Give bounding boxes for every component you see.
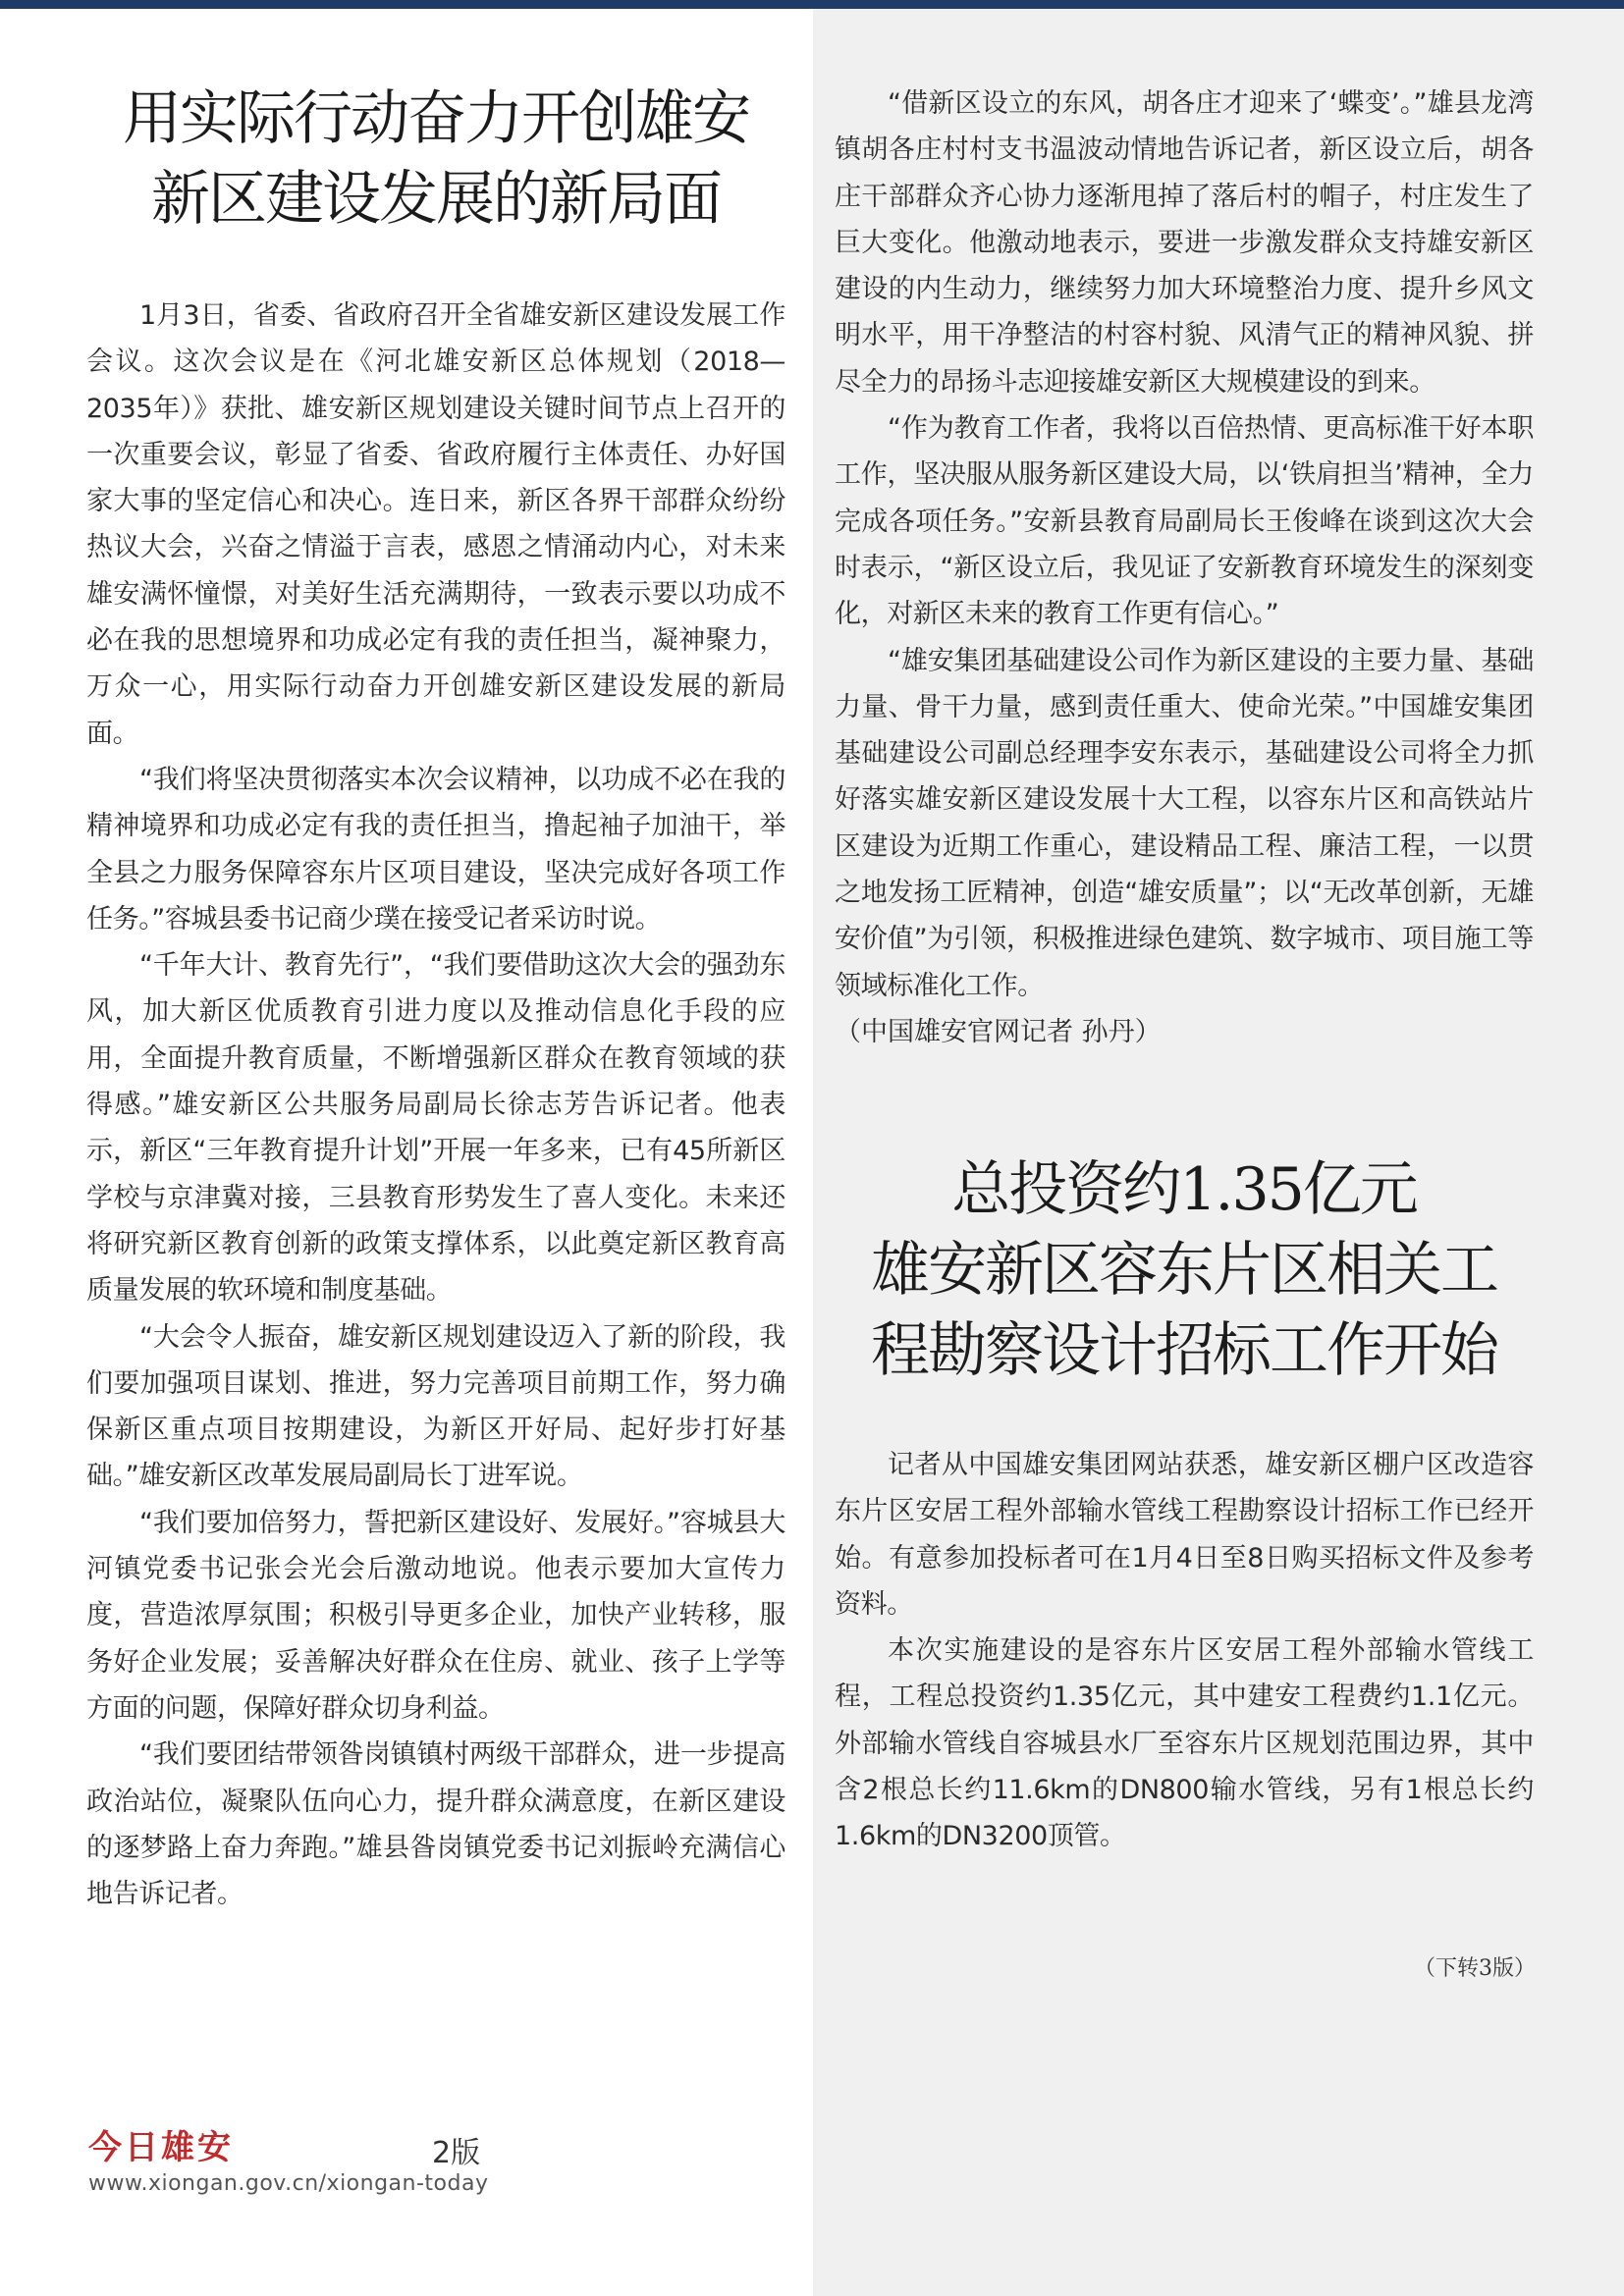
right-title-line-1: 总投资约1.35亿元 — [951, 1154, 1417, 1224]
continued-on-page-3: （下转3版） — [1414, 1956, 1536, 1981]
left-paragraph-5: “我们要加倍努力，誓把新区建设好、发展好。”容城县大河镇党委书记张会光会后激动地说。他表示要加大宣传力度，营造浓厚氛围；积极引导更多企业，加快产业转移，服务好企业发展；妥善解决好群众在住房、就业、孩子上学等方面的问题，保障好群众切身利益。 — [86, 1507, 785, 1724]
right-paragraph-3: “雄安集团基础建设公司作为新区建设的主要力量、基础力量、骨干力量，感到责任重大、使命光荣。”中国雄安集团基础建设公司副总经理李安东表示，基础建设公司将全力抓好落实雄安新区建设发展十大工程，以容东片区和高铁站片区建设为近期工作重心，建设精品工程、廉洁工程，一以贯之地发扬工匠精神，创造“雄安质量”；以“无改革创新，无雄安价值”为引领，积极推进绿色建筑、数字城市、项目施工等领域标准化工作。 — [835, 645, 1534, 1001]
left-title-line-1: 用实际行动奋力开创雄安 — [123, 84, 749, 153]
right-paragraph-1: “借新区设立的东风，胡各庄才迎来了‘蝶变’。”雄县龙湾镇胡各庄村村支书温波动情地告诉记者，新区设立后，胡各庄干部群众齐心协力逐渐甩掉了落后村的帽子，村庄发生了巨大变化。他激动地表示，要进一步激发群众支持雄安新区建设的内生动力，继续努力加大环境整治力度、提升乡风文明水平，用干净整洁的村容村貌、风清气正的精神风貌、拼尽全力的昂扬斗志迎接雄安新区大规模建设的到来。 — [835, 88, 1534, 398]
right-paragraph-2: “作为教育工作者，我将以百倍热情、更高标准干好本职工作，坚决服从服务新区建设大局，以‘铁肩担当’精神，全力完成各项任务。”安新县教育局副局长王俊峰在谈到这次大会时表示，“新区设立后，我见证了安新教育环境发生的深刻变化，对新区未来的教育工作更有信心。” — [835, 413, 1534, 630]
right-title-line-2: 雄安新区容东片区相关工 — [871, 1235, 1497, 1305]
site-url: www.xiongan.gov.cn/xiongan-today — [88, 2171, 489, 2196]
left-article-title — [86, 79, 785, 240]
top-accent-bar — [0, 0, 1624, 9]
left-column — [86, 79, 785, 1917]
right-title-line-3: 程勘察设计招标工作开始 — [871, 1315, 1497, 1385]
right-article-title — [835, 1149, 1534, 1391]
left-paragraph-6: “我们要团结带领昝岗镇镇村两级干部群众，进一步提高政治站位，凝聚队伍向心力，提升群众满意度，在新区建设的逐梦路上奋力奔跑。”雄县昝岗镇党委书记刘振岭充满信心地告诉记者。 — [86, 1739, 785, 1910]
right-column — [835, 80, 1534, 1860]
reporter-byline: （中国雄安官网记者 孙丹） — [835, 1016, 1162, 1047]
left-title-line-2: 新区建设发展的新局面 — [151, 165, 721, 234]
right-article-paragraph-2: 本次实施建设的是容东片区安居工程外部输水管线工程，工程总投资约1.35亿元，其中建安工程费约1.1亿元。外部输水管线自容城县水厂至容东片区规划范围边界，其中含2根总长约11.6km的DN800输水管线，另有1根总长约1.6km的DN3200顶管。 — [835, 1635, 1534, 1852]
left-paragraph-2: “我们将坚决贯彻落实本次会议精神，以功成不必在我的精神境界和功成必定有我的责任担当，撸起袖子加油干，举全县之力服务保障容东片区项目建设，坚决完成好各项工作任务。”容城县委书记商少璞在接受记者采访时说。 — [86, 764, 785, 934]
left-paragraph-3: “千年大计、教育先行”，“我们要借助这次大会的强劲东风，加大新区优质教育引进力度以及推动信息化手段的应用，全面提升教育质量，不断增强新区群众在教育领域的获得感。”雄安新区公共服务局副局长徐志芳告诉记者。他表示，新区“三年教育提升计划”开展一年多来，已有45所新区学校与京津冀对接，三县教育形势发生了喜人变化。未来还将研究新区教育创新的政策支撑体系，以此奠定新区教育高质量发展的软环境和制度基础。 — [86, 950, 785, 1307]
page-number: 2版 — [432, 2136, 481, 2170]
left-paragraph-4: “大会令人振奋，雄安新区规划建设迈入了新的阶段，我们要加强项目谋划、推进，努力完善项目前期工作，努力确保新区重点项目按期建设，为新区开好局、起好步打好基础。”雄安新区改革发展局副局长丁进军说。 — [86, 1321, 785, 1492]
right-article-paragraph-1: 记者从中国雄安集团网站获悉，雄安新区棚户区改造容东片区安居工程外部输水管线工程勘察设计招标工作已经开始。有意参加投标者可在1月4日至8日购买招标文件及参考资料。 — [835, 1449, 1534, 1620]
left-paragraph-1: 1月3日，省委、省政府召开全省雄安新区建设发展工作会议。这次会议是在《河北雄安新区总体规划（2018—2035年）》获批、雄安新区规划建设关键时间节点上召开的一次重要会议，彰显了省委、省政府履行主体责任、办好国家大事的坚定信心和决心。连日来，新区各界干部群众纷纷热议大会，兴奋之情溢于言表，感恩之情涌动内心，对未来雄安满怀憧憬，对美好生活充满期待，一致表示要以功成不必在我的思想境界和功成必定有我的责任担当，凝神聚力，万众一心，用实际行动奋力开创雄安新区建设发展的新局面。 — [86, 300, 785, 749]
masthead-logo: 今日雄安 — [88, 2128, 234, 2167]
